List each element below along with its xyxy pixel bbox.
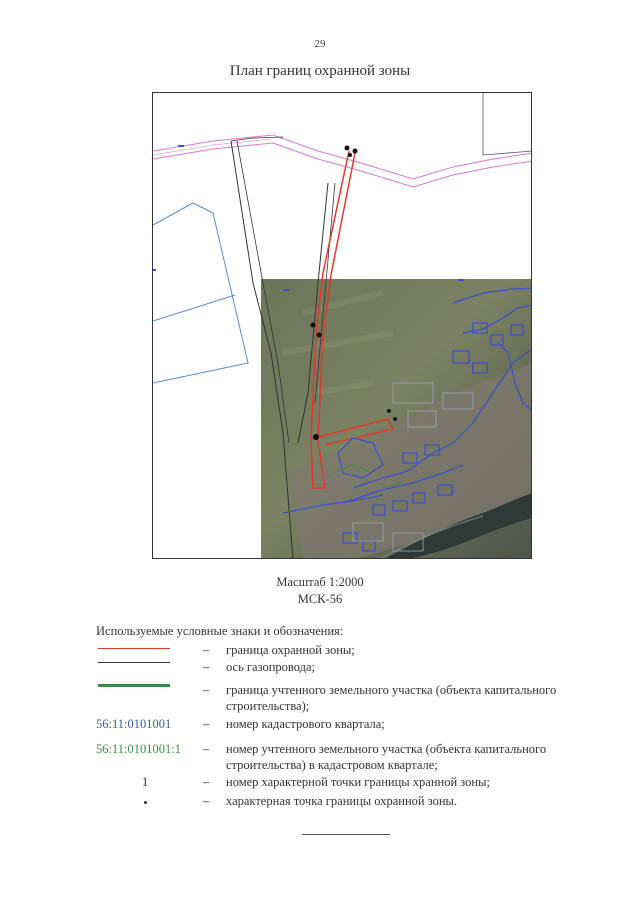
legend-dash: – [203, 683, 210, 697]
parcel-left [153, 203, 248, 383]
legend-text: номер учтенного земельного участка (объекта капитального строительства) в кадастровом квартале; [226, 742, 547, 772]
legend-symbol [96, 793, 194, 809]
legend-dash: – [203, 775, 210, 789]
map-scale [0, 574, 640, 608]
legend-text: ось газопровода; [226, 660, 316, 674]
legend-symbol [96, 682, 194, 698]
legend-symbol [96, 716, 194, 732]
point-number-sample: 1 [142, 775, 149, 789]
page-title: План границ охранной зоны [229, 63, 411, 79]
legend-dash: – [203, 794, 210, 808]
point-dot-icon [144, 801, 147, 804]
coordinate-system: МСК-56 [297, 592, 343, 606]
page-number: 29 [314, 38, 326, 50]
legend-title: Используемые условные знаки и обозначения: [96, 624, 344, 638]
cadastral-quarter-code: 56:11:0101001 [96, 717, 172, 731]
parcel-number-code: 56:11:0101001:1 [96, 742, 181, 756]
legend-dash: – [203, 742, 210, 756]
legend-symbol [96, 659, 194, 675]
legend-text: номер характерной точки границы хранной зоны; [226, 775, 490, 789]
legend-dash: – [203, 660, 210, 674]
road-boundary [153, 135, 532, 179]
legend-text: характерная точка границы охранной зоны. [226, 794, 458, 808]
legend-text: граница учтенного земельного участка (объекта капитального строительства); [226, 683, 557, 713]
legend-dash: – [203, 717, 210, 731]
footer-divider [302, 834, 390, 835]
legend-text: граница охранной зоны; [226, 643, 355, 657]
legend-text: номер кадастрового квартала; [226, 717, 385, 731]
legend-symbol [96, 741, 194, 757]
legend-symbol [96, 774, 194, 790]
scale-ratio: Масштаб 1:2000 [276, 575, 364, 589]
protection-zone-map [152, 92, 532, 559]
legend-dash: – [203, 643, 210, 657]
legend-symbol [96, 642, 194, 658]
parcel-top-right [483, 93, 532, 155]
